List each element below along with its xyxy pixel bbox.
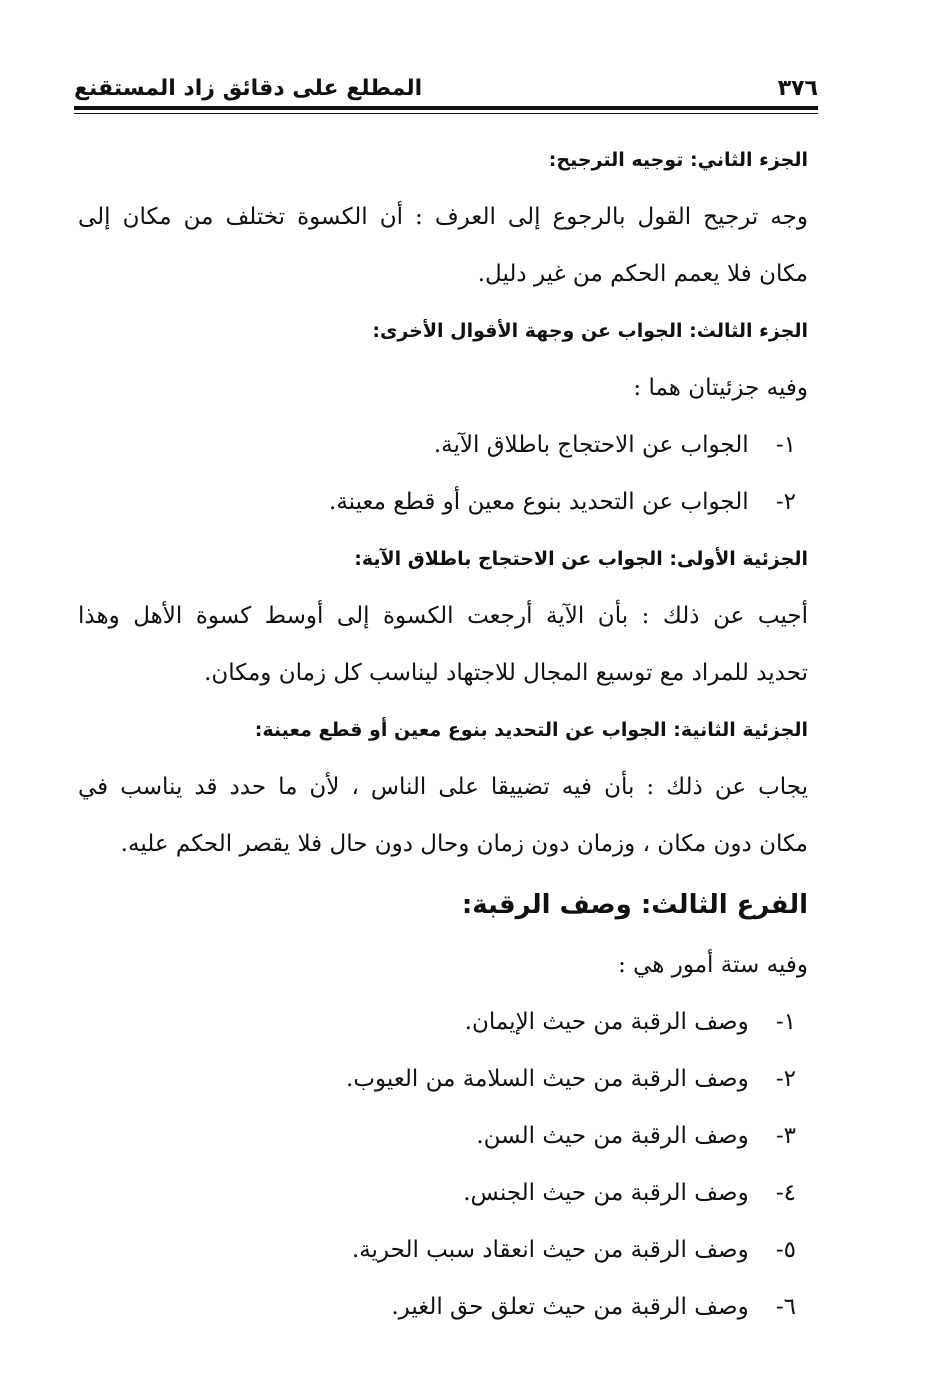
paragraph-line: يجاب عن ذلك : بأن فيه تضييقا على الناس ، لأن ما حدد قد يناسب في [78,774,808,800]
list-item [78,1165,808,1222]
list-item [78,474,808,531]
paragraph-line: تحديد للمراد مع توسيع المجال للاجتهاد ليناسب كل زمان ومكان. [204,660,808,686]
part2-heading: الجزء الثاني: توجيه الترجيح: [548,149,808,171]
list-item-number: ٢- [775,489,796,515]
list-item-number: ٣- [775,1123,796,1149]
branch3-intro: وفيه ستة أمور هي : [618,952,808,978]
list-item-text: وصف الرقبة من حيث الإيمان. [464,1009,749,1035]
page-number: ٣٧٦ [777,76,818,101]
list-item-text: وصف الرقبة من حيث الجنس. [463,1180,749,1206]
list-item-text: الجواب عن الاحتجاج باطلاق الآية. [433,432,749,458]
list-item-text: الجواب عن التحديد بنوع معين أو قطع معينة. [329,489,749,515]
branch3-heading: الفرع الثالث: وصف الرقبة: [461,890,808,920]
list-item-text: وصف الرقبة من حيث السلامة من العيوب. [346,1066,749,1092]
list-item-number: ٥- [775,1237,796,1263]
page-header [74,70,818,104]
sub1-heading: الجزئية الأولى: الجواب عن الاحتجاج باطلاق الآية: [354,548,808,570]
list-item [78,994,808,1051]
list-item [78,1222,808,1279]
part3-intro: وفيه جزئيتان هما : [633,375,808,401]
book-title: المطلع على دقائق زاد المستقنع [74,76,423,101]
list-item [78,1108,808,1165]
paragraph-line: أجيب عن ذلك : بأن الآية أرجعت الكسوة إلى أوسط كسوة الأهل وهذا [78,603,808,629]
page-body [78,132,808,1336]
part3-heading: الجزء الثالث: الجواب عن وجهة الأقوال الأخرى: [372,320,808,342]
list-item-text: وصف الرقبة من حيث انعقاد سبب الحرية. [351,1237,749,1263]
header-rule-thick [74,106,818,110]
list-item-text: وصف الرقبة من حيث السن. [476,1123,749,1149]
paragraph-line: مكان فلا يعمم الحكم من غير دليل. [477,261,808,287]
list-item-number: ١- [775,1009,796,1035]
list-item-text: وصف الرقبة من حيث تعلق حق الغير. [391,1294,749,1320]
list-item-number: ٢- [775,1066,796,1092]
paragraph-line: وجه ترجيح القول بالرجوع إلى العرف : أن الكسوة تختلف من مكان إلى [78,204,808,230]
paragraph-line: مكان دون مكان ، وزمان دون زمان وحال دون حال فلا يقصر الحكم عليه. [120,831,808,857]
list-item [78,1279,808,1336]
list-item [78,1051,808,1108]
list-item-number: ١- [775,432,796,458]
sub2-heading: الجزئية الثانية: الجواب عن التحديد بنوع معين أو قطع معينة: [254,719,808,741]
list-item-number: ٦- [775,1294,796,1320]
list-item-number: ٤- [775,1180,796,1206]
header-rule-thin [74,113,818,114]
list-item [78,417,808,474]
